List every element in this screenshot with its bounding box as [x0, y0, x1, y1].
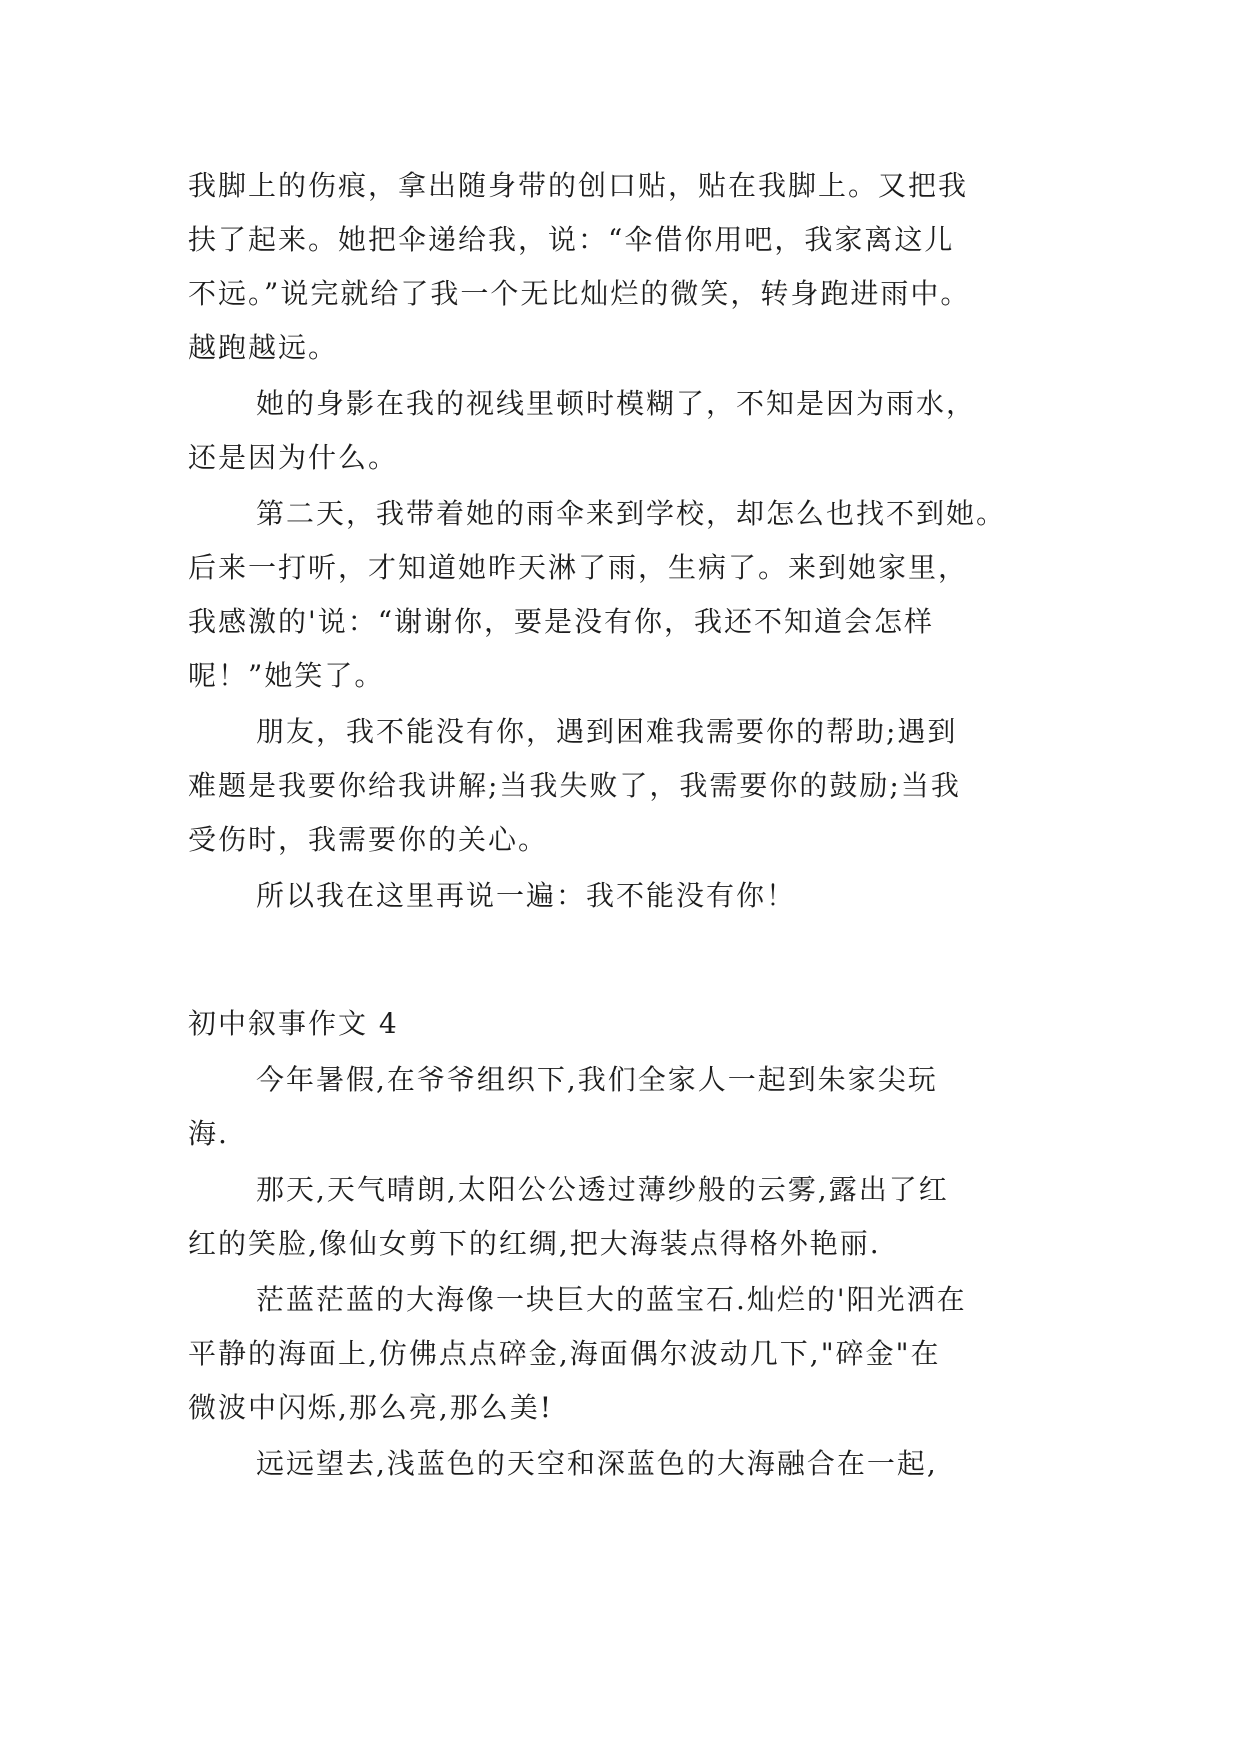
- paragraph-line: 后来一打听，才知道她昨天淋了雨，生病了。来到她家里，: [188, 551, 969, 584]
- section-heading: 初中叙事作文 4: [188, 1007, 399, 1040]
- paragraph-line: 还是因为什么。: [188, 441, 399, 474]
- paragraph-line: 那天,天气晴朗,太阳公公透过薄纱般的云雾,露出了红: [256, 1173, 949, 1206]
- paragraph-line: 微波中闪烁,那么亮,那么美!: [188, 1391, 554, 1424]
- paragraph-line: 海.: [188, 1117, 229, 1150]
- paragraph-line: 远远望去,浅蓝色的天空和深蓝色的大海融合在一起,: [256, 1447, 938, 1480]
- paragraph-line: 呢！”她笑了。: [188, 659, 385, 692]
- paragraph-line: 今年暑假,在爷爷组织下,我们全家人一起到朱家尖玩: [256, 1063, 938, 1096]
- paragraph-line: 我脚上的伤痕，拿出随身带的创口贴，贴在我脚上。又把我: [188, 169, 969, 202]
- paragraph-line: 受伤时，我需要你的关心。: [188, 823, 549, 856]
- paragraph-line: 第二天，我带着她的雨伞来到学校，却怎么也找不到她。: [256, 497, 1007, 530]
- paragraph-line: 她的身影在我的视线里顿时模糊了，不知是因为雨水，: [256, 387, 977, 420]
- paragraph-line: 难题是我要你给我讲解;当我失败了，我需要你的鼓励;当我: [188, 769, 961, 802]
- paragraph-line: 扶了起来。她把伞递给我，说：“伞借你用吧，我家离这儿: [188, 223, 955, 256]
- paragraph-line: 所以我在这里再说一遍：我不能没有你！: [256, 879, 797, 912]
- paragraph-line: 我感激的'说：“谢谢你，要是没有你，我还不知道会怎样: [188, 605, 935, 638]
- paragraph-line: 茫蓝茫蓝的大海像一块巨大的蓝宝石.灿烂的'阳光洒在: [256, 1283, 967, 1316]
- paragraph-line: 不远。”说完就给了我一个无比灿烂的微笑，转身跑进雨中。: [188, 277, 971, 310]
- paragraph-line: 红的笑脸,像仙女剪下的红绸,把大海装点得格外艳丽.: [188, 1227, 881, 1260]
- paragraph-line: 朋友，我不能没有你，遇到困难我需要你的帮助;遇到: [256, 715, 958, 748]
- paragraph-line: 越跑越远。: [188, 331, 339, 364]
- paragraph-line: 平静的海面上,仿佛点点碎金,海面偶尔波动几下,"碎金"在: [188, 1337, 941, 1370]
